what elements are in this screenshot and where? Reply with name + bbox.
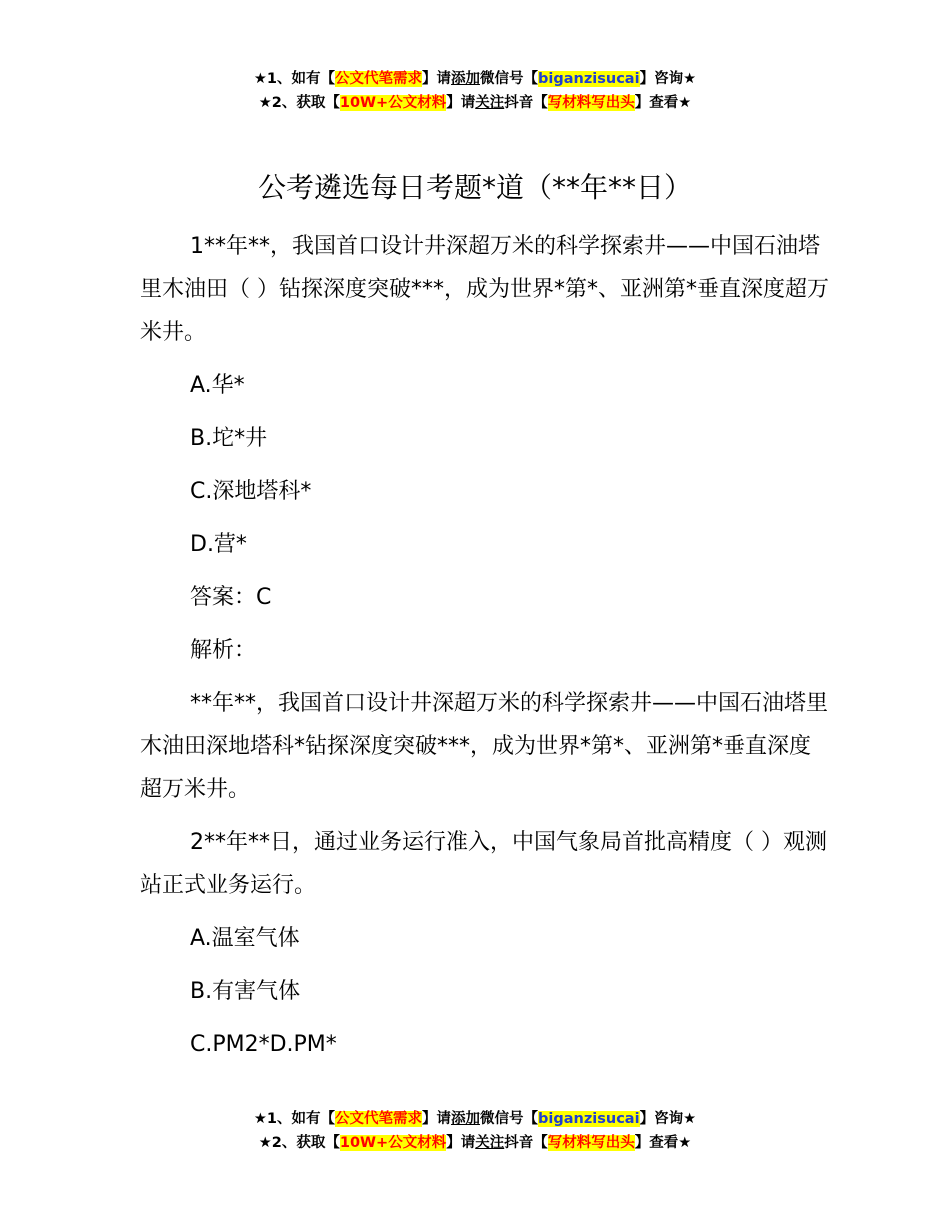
banner-line-1	[0, 1107, 950, 1131]
banner-highlight: 写材料写出头	[547, 95, 635, 111]
banner-text: 】请	[422, 71, 452, 87]
question-2-stem: 2**年**日，通过业务运行准入，中国气象局首批高精度（ ）观测站正式业务运行。	[140, 830, 827, 898]
banner-text: ★1、如有【	[253, 71, 336, 87]
banner-line-1	[0, 67, 950, 91]
banner-highlight-wechat: biganzisucai	[538, 71, 640, 87]
question-2-option-cd: C.PM2*D.PM*	[190, 1032, 337, 1057]
banner-underlined: 关注	[475, 1135, 505, 1151]
banner-text: 】请	[422, 1111, 452, 1127]
banner-underlined: 添加	[451, 71, 481, 87]
banner-highlight-wechat: biganzisucai	[538, 1111, 640, 1127]
banner-line-2	[0, 1131, 950, 1155]
question-1-option-a: A.华*	[190, 373, 245, 398]
question-1-analysis-label: 解析：	[190, 638, 257, 663]
banner-text: 】咨询★	[639, 1111, 697, 1127]
question-1-answer: 答案：C	[190, 585, 272, 610]
banner-text: 】请	[446, 95, 476, 111]
banner-text: 微信号【	[480, 1111, 539, 1127]
banner-text: ★2、获取【	[258, 1135, 340, 1151]
banner-text: 微信号【	[480, 71, 539, 87]
banner-highlight: 公文代笔需求	[335, 1111, 423, 1127]
question-1-option-d: D.营*	[190, 532, 247, 557]
question-1-stem: 1**年**，我国首口设计井深超万米的科学探索井——中国石油塔里木油田（ ）钻探深度突破***，成为世界*第*、亚洲第*垂直深度超万米井。	[140, 234, 829, 345]
banner-underlined: 关注	[475, 95, 505, 111]
banner-highlight: 10W+公文材料	[339, 95, 447, 111]
banner-text: 】咨询★	[639, 71, 697, 87]
banner-text: ★1、如有【	[253, 1111, 336, 1127]
banner-text: 】查看★	[634, 95, 692, 111]
question-2-option-a: A.温室气体	[190, 926, 300, 951]
banner-underlined: 添加	[451, 1111, 481, 1127]
question-1-analysis: **年**，我国首口设计井深超万米的科学探索井——中国石油塔里木油田深地塔科*钻探深度突破***，成为世界*第*、亚洲第*垂直深度超万米井。	[140, 691, 829, 802]
question-2-option-b: B.有害气体	[190, 979, 301, 1004]
question-1-option-b: B.坨*井	[190, 426, 268, 451]
page-title: 公考遴选每日考题*道（**年**日）	[257, 171, 692, 204]
banner-line-2	[0, 91, 950, 115]
banner-highlight: 写材料写出头	[547, 1135, 635, 1151]
banner-text: 】查看★	[634, 1135, 692, 1151]
question-1-option-c: C.深地塔科*	[190, 479, 312, 504]
banner-text: ★2、获取【	[258, 95, 340, 111]
banner-highlight: 10W+公文材料	[339, 1135, 447, 1151]
banner-text: 】请	[446, 1135, 476, 1151]
banner-text: 抖音【	[504, 1135, 548, 1151]
banner-highlight: 公文代笔需求	[335, 71, 423, 87]
document-body	[140, 225, 830, 1076]
footer-banner	[0, 1107, 950, 1155]
banner-text: 抖音【	[504, 95, 548, 111]
header-banner	[0, 67, 950, 115]
